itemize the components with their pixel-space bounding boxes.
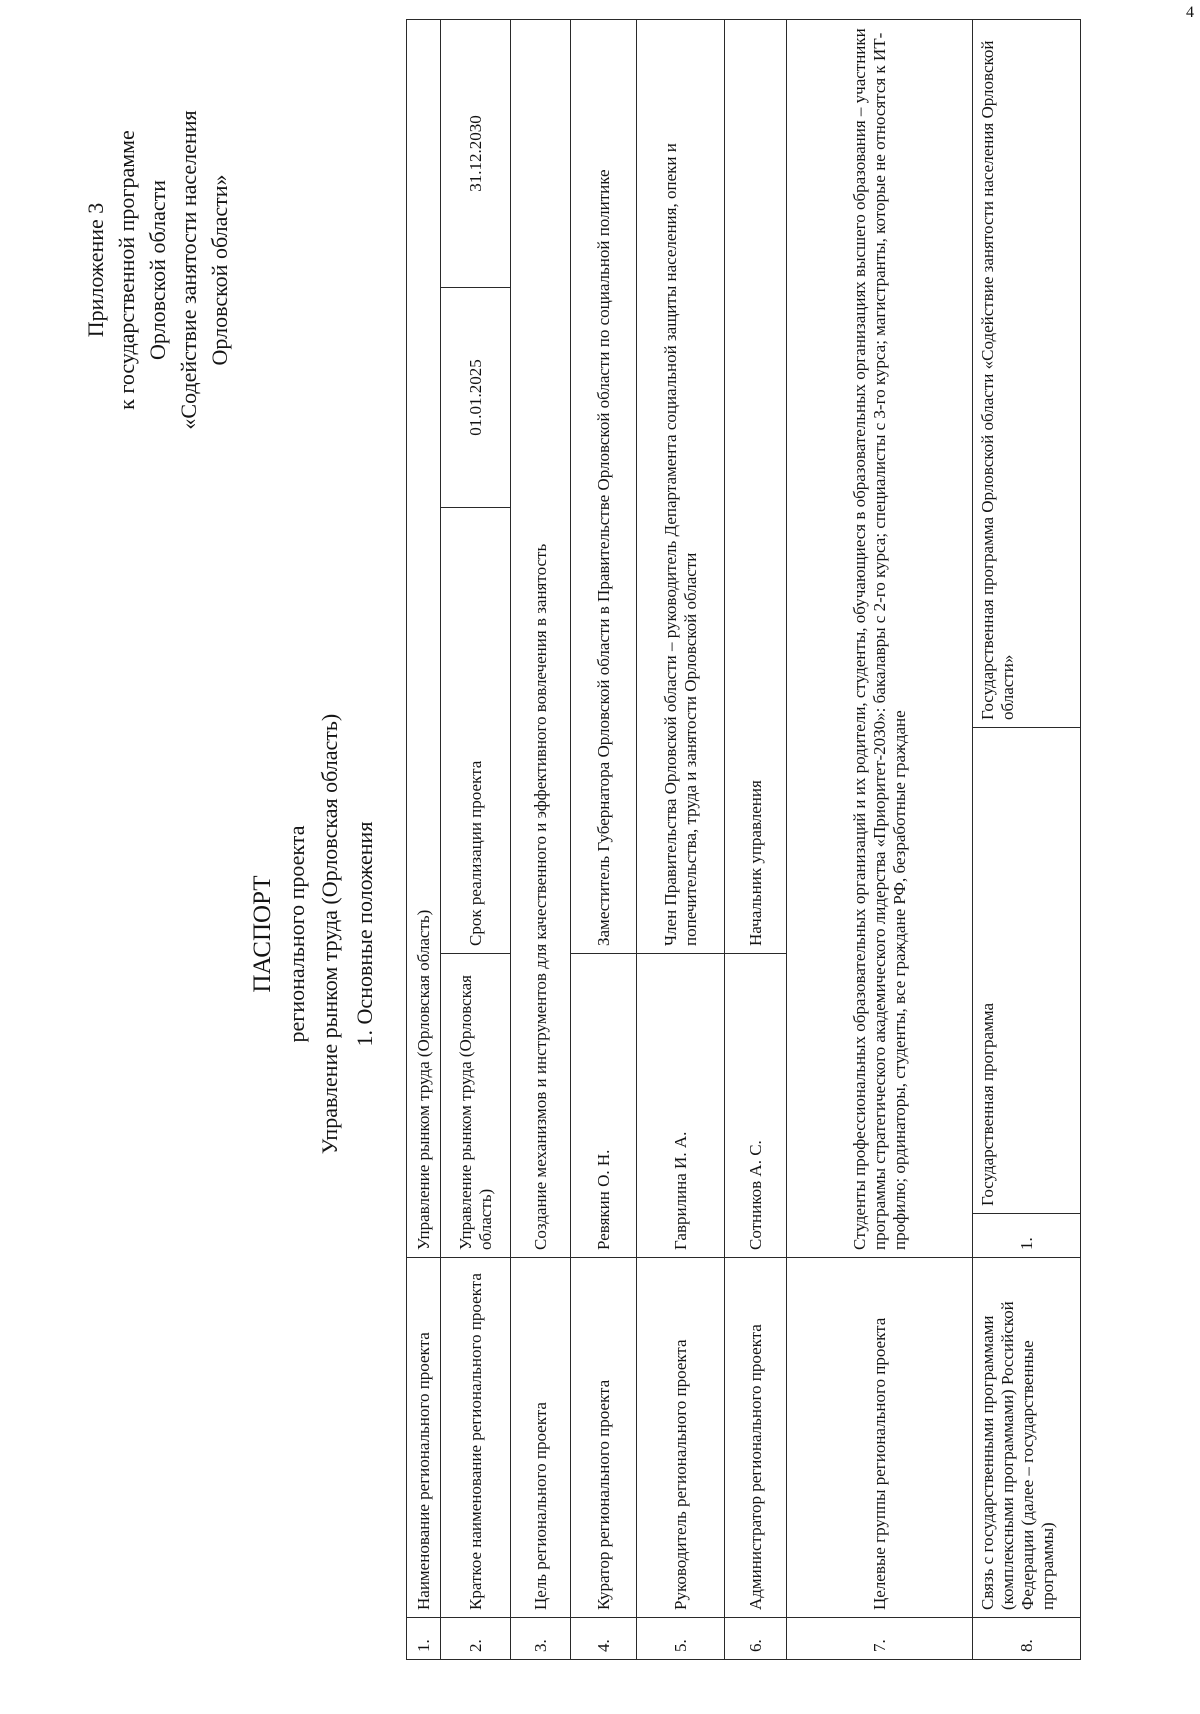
person-position: Член Правительства Орловской области – руководитель Департамента социальной защиты населения, опеки и попечительства, труда и занятости Орловской области (637, 19, 725, 953)
project-name: Управление рынком труда (Орловская область) (317, 713, 342, 1155)
person-name: Сотников А. С. (725, 954, 787, 1258)
person-name: Гаврилина И. А. (637, 954, 725, 1258)
appendix-block (80, 110, 235, 430)
term-end-date: 31.12.2030 (441, 19, 511, 287)
document-subtitle: регионального проекта (284, 825, 309, 1043)
person-name: Ревякин О. Н. (571, 954, 637, 1258)
row-label: Связь с государственными программами (комплексными программами) Российской Федерации (далее – государственные программы) (973, 1258, 1081, 1618)
term-start-date: 01.01.2025 (441, 288, 511, 508)
row-number: 3. (511, 1618, 571, 1660)
document-title: ПАСПОРТ (249, 875, 276, 993)
appendix-line: Орловской области» (207, 174, 232, 366)
term-label: Срок реализации проекта (441, 508, 511, 954)
appendix-line: Орловской области (145, 180, 170, 360)
sub-row-label: Государственная программа (973, 728, 1081, 1214)
page-number: 4 (1186, 4, 1194, 21)
row-number: 6. (725, 1618, 787, 1660)
row-number: 2. (441, 1618, 511, 1660)
row-label: Администратор регионального проекта (725, 1258, 787, 1618)
row-label: Куратор регионального проекта (571, 1258, 637, 1618)
row-label: Целевые группы регионального проекта (787, 1258, 973, 1618)
table-row (787, 19, 973, 1659)
table-row (973, 19, 1081, 1659)
table-row (511, 19, 571, 1659)
appendix-line: Приложение 3 (83, 202, 108, 338)
row-value: Студенты профессиональных образовательных организаций и их родители, студенты, обучающиеся в образовательных организациях высшего образования – участники программы стратегического академического лидерства «Приоритет-2030»: бакалавры с 2-го курса; специалисты с 3-го курса; магистранты, которые не относятся к ИТ-профилю; ординаторы, студенты, все граждане РФ, безработные граждане (787, 19, 973, 1257)
table-row (441, 19, 511, 1659)
row-label: Наименование регионального проекта (407, 1258, 441, 1618)
row-number: 7. (787, 1618, 973, 1660)
row-number: 4. (571, 1618, 637, 1660)
table-row (407, 19, 441, 1659)
table-row (637, 19, 725, 1659)
row-label: Руководитель регионального проекта (637, 1258, 725, 1618)
row-number: 1. (407, 1618, 441, 1660)
row-label: Краткое наименование регионального проекта (441, 1258, 511, 1618)
person-position: Заместитель Губернатора Орловской области в Правительстве Орловской области по социальной политике (571, 19, 637, 953)
row-number: 5. (637, 1618, 725, 1660)
sub-row-number: 1. (973, 1214, 1081, 1258)
row-value: Управление рынком труда (Орловская область) (407, 19, 441, 1257)
section-title: 1. Основные положения (352, 821, 377, 1047)
row-value: Государственная программа Орловской области «Содействие занятости населения Орловской области» (973, 19, 1081, 727)
passport-table (406, 19, 1081, 1660)
row-value: Создание механизмов и инструментов для качественного и эффективного вовлечения в занятость (511, 19, 571, 1257)
row-number: 8. (973, 1618, 1081, 1660)
person-position: Начальник управления (725, 19, 787, 953)
appendix-line: к государственной программе (114, 130, 139, 410)
table-row (571, 19, 637, 1659)
appendix-line: «Содействие занятости населения (176, 110, 201, 430)
row-label: Цель регионального проекта (511, 1258, 571, 1618)
table-row (725, 19, 787, 1659)
document-heading (246, 584, 381, 1284)
row-value: Управление рынком труда (Орловская область) (441, 954, 511, 1258)
